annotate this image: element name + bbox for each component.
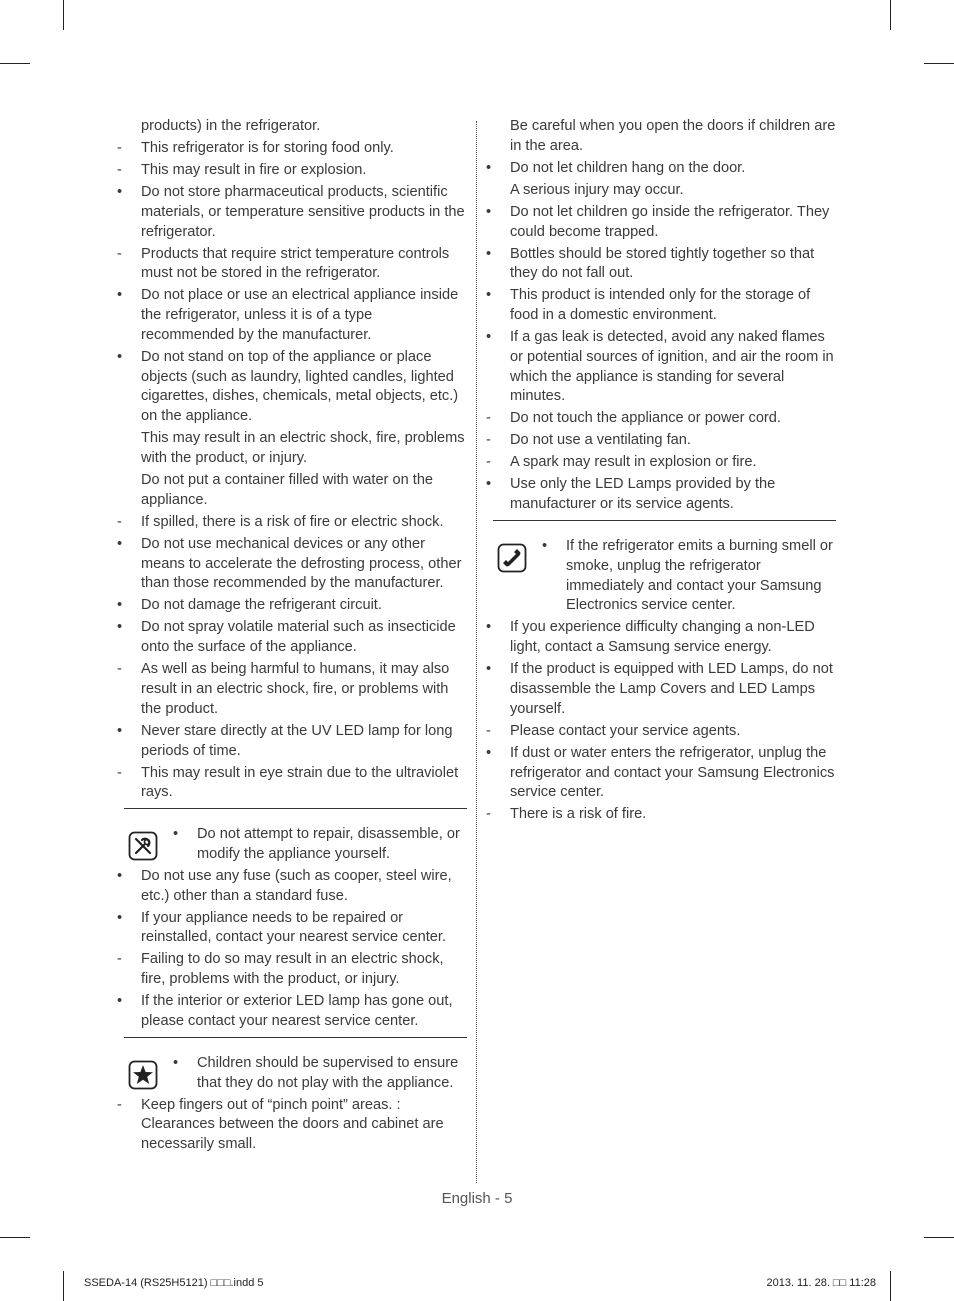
list-item [486, 744, 836, 803]
list-item [117, 825, 467, 865]
bullet-marker: - [117, 513, 122, 530]
item-text: Do not put a container filled with water on the appliance. [141, 472, 434, 508]
bullet-marker: • [486, 203, 492, 220]
list-item [486, 618, 836, 658]
item-text: There is a risk of fire. [510, 806, 647, 823]
bullet-marker: - [117, 1096, 122, 1113]
item-text: Do not use a ventilating fan. [510, 432, 691, 449]
list-item [117, 867, 467, 907]
item-text: If a gas leak is detected, avoid any naked flames or potential sources of ignition, and air the room in which the appliance is standing for several minutes. [510, 329, 834, 405]
bullet-marker: - [486, 410, 491, 427]
bullet-marker: - [117, 764, 122, 781]
list-item [117, 161, 467, 181]
bullet-marker: • [117, 619, 123, 636]
list-item [117, 660, 467, 719]
bullet-marker: • [173, 1054, 179, 1071]
item-text: This may result in an electric shock, fire, problems with the product, or injury. [141, 430, 465, 467]
item-text: A serious injury may occur. [510, 181, 684, 198]
item-text: Do not use mechanical devices or any other means to accelerate the defrosting process, other than those recommended by the manufacturer. [141, 535, 462, 592]
bullet-marker: - [486, 432, 491, 449]
list-item [117, 183, 467, 242]
list-item [486, 453, 836, 473]
crop-mark [924, 63, 954, 64]
list-item [117, 618, 467, 658]
item-text: This may result in fire or explosion. [141, 161, 367, 178]
item-text: Do not use any fuse (such as cooper, steel wire, etc.) other than a standard fuse. [141, 867, 452, 904]
left-block-3 [117, 1096, 467, 1155]
bullet-marker: • [542, 538, 548, 555]
list-item [117, 950, 467, 990]
item-text: If spilled, there is a risk of fire or electric shock. [141, 513, 444, 530]
bullet-marker: • [117, 867, 123, 884]
bullet-marker: • [117, 535, 123, 552]
bullet-marker: - [486, 806, 491, 823]
list-item [117, 139, 467, 159]
bullet-marker: • [486, 287, 492, 304]
item-text: Do not store pharmaceutical products, scientific materials, or temperature sensitive products in the refrigerator. [141, 183, 465, 240]
children-note-row [117, 1054, 467, 1094]
item-text: If the product is equipped with LED Lamps, do not disassemble the Lamp Covers and LED Lamps yourself. [510, 661, 833, 717]
list-item [486, 117, 836, 157]
list-item [117, 348, 467, 427]
item-text: If your appliance needs to be repaired or reinstalled, contact your nearest service center. [141, 909, 447, 946]
list-item [486, 431, 836, 451]
list-item [117, 722, 467, 762]
bullet-marker: • [117, 722, 123, 739]
right-block-1 [486, 117, 836, 515]
crop-mark [890, 0, 891, 30]
item-text: Please contact your service agents. [510, 722, 741, 739]
crop-mark [63, 1271, 64, 1301]
item-text: Use only the LED Lamps provided by the manufacturer or its service agents. [510, 476, 776, 513]
bullet-marker: - [117, 139, 122, 156]
item-text: Do not attempt to repair, disassemble, or modify the appliance yourself. [197, 826, 460, 862]
list-item [486, 245, 836, 285]
bullet-marker: • [117, 597, 123, 614]
item-text: If the refrigerator emits a burning smell or smoke, unplug the refrigerator immediately and contact your Samsung Electronics service center. [566, 538, 833, 614]
list-item [117, 992, 467, 1032]
bullet-marker: • [117, 993, 123, 1010]
list-item [117, 245, 467, 285]
item-text: Children should be supervised to ensure that they do not play with the appliance. [197, 1054, 459, 1091]
section-divider [493, 520, 836, 521]
item-text: If you experience difficulty changing a non-LED light, contact a Samsung service energy. [510, 619, 815, 656]
item-text: Do not place or use an electrical appliance inside the refrigerator, unless it is of a type recommended by the manufacturer. [141, 287, 459, 343]
bullet-marker: - [486, 454, 491, 471]
list-item [117, 909, 467, 949]
bullet-marker: • [486, 329, 492, 346]
list-item [117, 471, 467, 511]
list-item [486, 328, 836, 407]
item-text: Do not stand on top of the appliance or place objects (such as laundry, lighted candles, lighted cigarettes, dishes, chemicals, metal objects, etc.) on the appliance. [141, 348, 459, 425]
item-text: products) in the refrigerator. [141, 118, 321, 134]
item-text: Products that require strict temperature controls must not be stored in the refrigerator. [141, 245, 450, 282]
crop-mark [924, 1237, 954, 1238]
item-text: This may result in eye strain due to the ultraviolet rays. [141, 764, 459, 801]
section-divider [124, 1037, 467, 1038]
item-text: Do not touch the appliance or power cord. [510, 410, 781, 427]
item-text: This product is intended only for the storage of food in a domestic environment. [510, 287, 811, 324]
footer-date: 2013. 11. 28. □□ 11:28 [766, 1277, 876, 1289]
list-item [486, 537, 836, 616]
list-item [486, 286, 836, 326]
bullet-marker: • [173, 826, 179, 843]
bullet-marker: • [117, 183, 123, 200]
list-item [117, 596, 467, 616]
footer-file-info: SSEDA-14 (RS25H5121) □□□.indd 5 [84, 1277, 264, 1289]
list-item [486, 409, 836, 429]
bullet-marker: • [486, 159, 492, 176]
bullet-marker: - [117, 951, 122, 968]
list-item [117, 535, 467, 594]
left-block-2 [117, 867, 467, 1032]
item-text: If the interior or exterior LED lamp has gone out, please contact your nearest service center. [141, 993, 453, 1030]
right-block-2 [486, 618, 836, 825]
item-text: Do not let children hang on the door. [510, 159, 746, 176]
bullet-marker: • [117, 287, 123, 304]
crop-mark [0, 63, 30, 64]
bullet-marker: • [486, 476, 492, 493]
list-item [486, 660, 836, 719]
item-text: Do not damage the refrigerant circuit. [141, 597, 382, 614]
crop-mark [63, 0, 64, 30]
item-text: Do not spray volatile material such as insecticide onto the surface of the appliance. [141, 619, 456, 656]
list-item [117, 1054, 467, 1094]
bullet-marker: • [486, 245, 492, 262]
left-block-1 [117, 117, 467, 803]
item-text: If dust or water enters the refrigerator, unplug the refrigerator and contact your Samsung Electronics service center. [510, 744, 835, 801]
list-item [486, 805, 836, 825]
bullet-marker: • [486, 744, 492, 761]
section-divider [124, 808, 467, 809]
bullet-marker: - [117, 245, 122, 262]
list-item [117, 429, 467, 469]
list-item [486, 722, 836, 742]
list-item [117, 764, 467, 804]
list-item [486, 203, 836, 243]
bullet-marker: - [117, 661, 122, 678]
item-text: Failing to do so may result in an electric shock, fire, problems with the product, or injury. [141, 951, 444, 988]
page-number: English - 5 [441, 1190, 513, 1207]
item-text: This refrigerator is for storing food only. [141, 139, 394, 156]
bullet-marker: • [117, 909, 123, 926]
crop-mark [890, 1271, 891, 1301]
bullet-marker: - [486, 722, 491, 739]
crop-mark [0, 1237, 30, 1238]
list-item [486, 181, 836, 201]
list-item [117, 1096, 467, 1155]
item-text: A spark may result in explosion or fire. [510, 454, 757, 471]
item-text: Be careful when you open the doors if children are in the area. [510, 118, 836, 154]
item-text: Do not let children go inside the refrigerator. They could become trapped. [510, 203, 830, 240]
column-separator [476, 121, 477, 1183]
right-column [486, 117, 836, 827]
item-text: Bottles should be stored tightly together so that they do not fall out. [510, 245, 815, 282]
list-item [117, 513, 467, 533]
left-column [117, 117, 467, 1157]
list-item [486, 159, 836, 179]
item-text: Keep fingers out of “pinch point” areas. : Clearances between the doors and cabinet are necessarily small. [141, 1096, 444, 1153]
bullet-marker: - [117, 161, 122, 178]
bullet-marker: • [117, 348, 123, 365]
bullet-marker: • [486, 661, 492, 678]
list-item [117, 117, 467, 137]
burning-smell-row [486, 537, 836, 616]
item-text: Never stare directly at the UV LED lamp for long periods of time. [141, 722, 453, 759]
repair-warning-row [117, 825, 467, 865]
list-item [117, 286, 467, 345]
bullet-marker: • [486, 619, 492, 636]
item-text: As well as being harmful to humans, it may also result in an electric shock, fire, or problems with the product. [141, 661, 450, 717]
list-item [486, 475, 836, 515]
